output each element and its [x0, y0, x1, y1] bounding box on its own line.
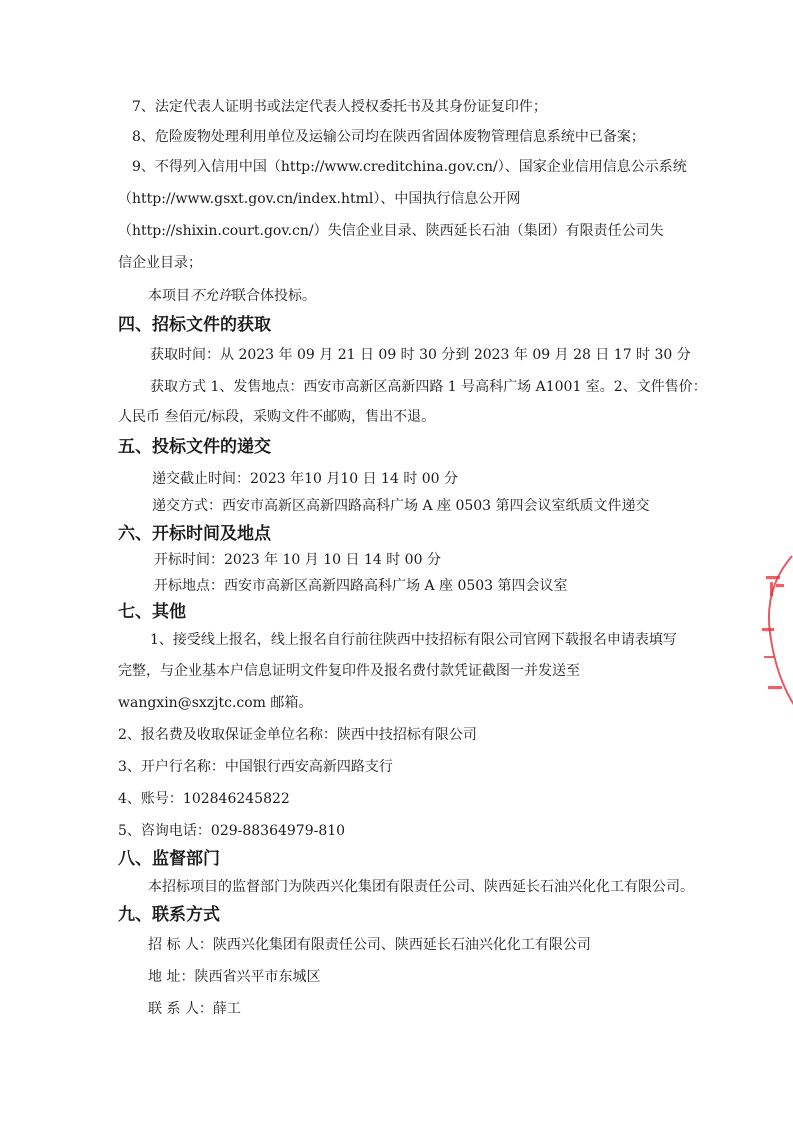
item-9-line-2: （http://www.gsxt.gov.cn/index.html）、中国执行信息公开网: [118, 191, 521, 207]
contact-person: 联 系 人：薛工: [148, 1001, 241, 1017]
section-8-heading: 八、监督部门: [118, 849, 220, 869]
section-4-heading: 四、招标文件的获取: [118, 315, 271, 335]
other-1-line-2: 完整，与企业基本户信息证明文件复印件及报名费付款凭证截图一并发送至: [118, 663, 580, 679]
consortium-emphasis: 不允许: [190, 288, 232, 304]
contact-tenderer: 招 标 人：陕西兴化集团有限责任公司、陕西延长石油兴化化工有限公司: [148, 937, 591, 953]
other-1-line-3: wangxin@sxzjtc.com 邮箱。: [118, 695, 313, 711]
section-5-heading: 五、投标文件的递交: [118, 437, 271, 457]
consortium-pre: 本项目: [148, 288, 190, 304]
item-9-line-4: 信企业目录；: [118, 255, 202, 271]
other-2: 2、报名费及收取保证金单位名称：陕西中技招标有限公司: [118, 727, 477, 743]
seal-stamp-fragment: [752, 548, 793, 718]
item-9-line-3: （http://shixin.court.gov.cn/）失信企业目录、陕西延长石油（集团）有限责任公司失: [118, 223, 664, 239]
other-5-phone: 5、咨询电话：029-88364979-810: [118, 823, 346, 839]
item-8: 8、危险废物处理利用单位及运输公司均在陕西省固体废物管理信息系统中已备案；: [132, 129, 645, 145]
item-9-line-1: 9、不得列入信用中国（http://www.creditchina.gov.cn/）、国家企业信用信息公示系统: [132, 159, 687, 175]
acquire-time: 获取时间：从 2023 年 09 月 21 日 09 时 30 分到 2023 年 09 月 28 日 17 时 30 分: [150, 347, 691, 363]
acquire-method-line-2: 人民币 叁佰元/标段，采购文件不邮购，售出不退。: [118, 409, 436, 425]
submit-deadline: 递交截止时间：2023 年10 月10 日 14 时 00 分: [152, 471, 459, 487]
section-7-heading: 七、其他: [118, 602, 186, 622]
section-6-heading: 六、开标时间及地点: [118, 524, 271, 544]
supervision-text: 本招标项目的监督部门为陕西兴化集团有限责任公司、陕西延长石油兴化化工有限公司。: [148, 879, 694, 895]
opening-time: 开标时间：2023 年 10 月 10 日 14 时 00 分: [154, 552, 441, 568]
consortium-post: 联合体投标。: [232, 288, 316, 304]
section-9-heading: 九、联系方式: [118, 905, 220, 925]
opening-place: 开标地点：西安市高新区高新四路高科广场 A 座 0503 第四会议室: [154, 578, 568, 594]
other-3: 3、开户行名称：中国银行西安高新四路支行: [118, 759, 393, 775]
consortium-note: [148, 287, 316, 305]
other-1-line-1: 1、接受线上报名，线上报名自行前往陕西中技招标有限公司官网下载报名申请表填写: [150, 632, 677, 648]
item-7: 7、法定代表人证明书或法定代表人授权委托书及其身份证复印件；: [132, 99, 547, 115]
contact-address: 地 址：陕西省兴平市东城区: [148, 969, 321, 985]
acquire-method-line-1: 获取方式 1、发售地点：西安市高新区高新四路 1 号高科广场 A1001 室。2、文件售价：: [150, 379, 707, 395]
submit-method: 递交方式：西安市高新区高新四路高科广场 A 座 0503 第四会议室纸质文件递交: [152, 498, 650, 514]
other-4-account: 4、账号：102846245822: [118, 791, 290, 807]
